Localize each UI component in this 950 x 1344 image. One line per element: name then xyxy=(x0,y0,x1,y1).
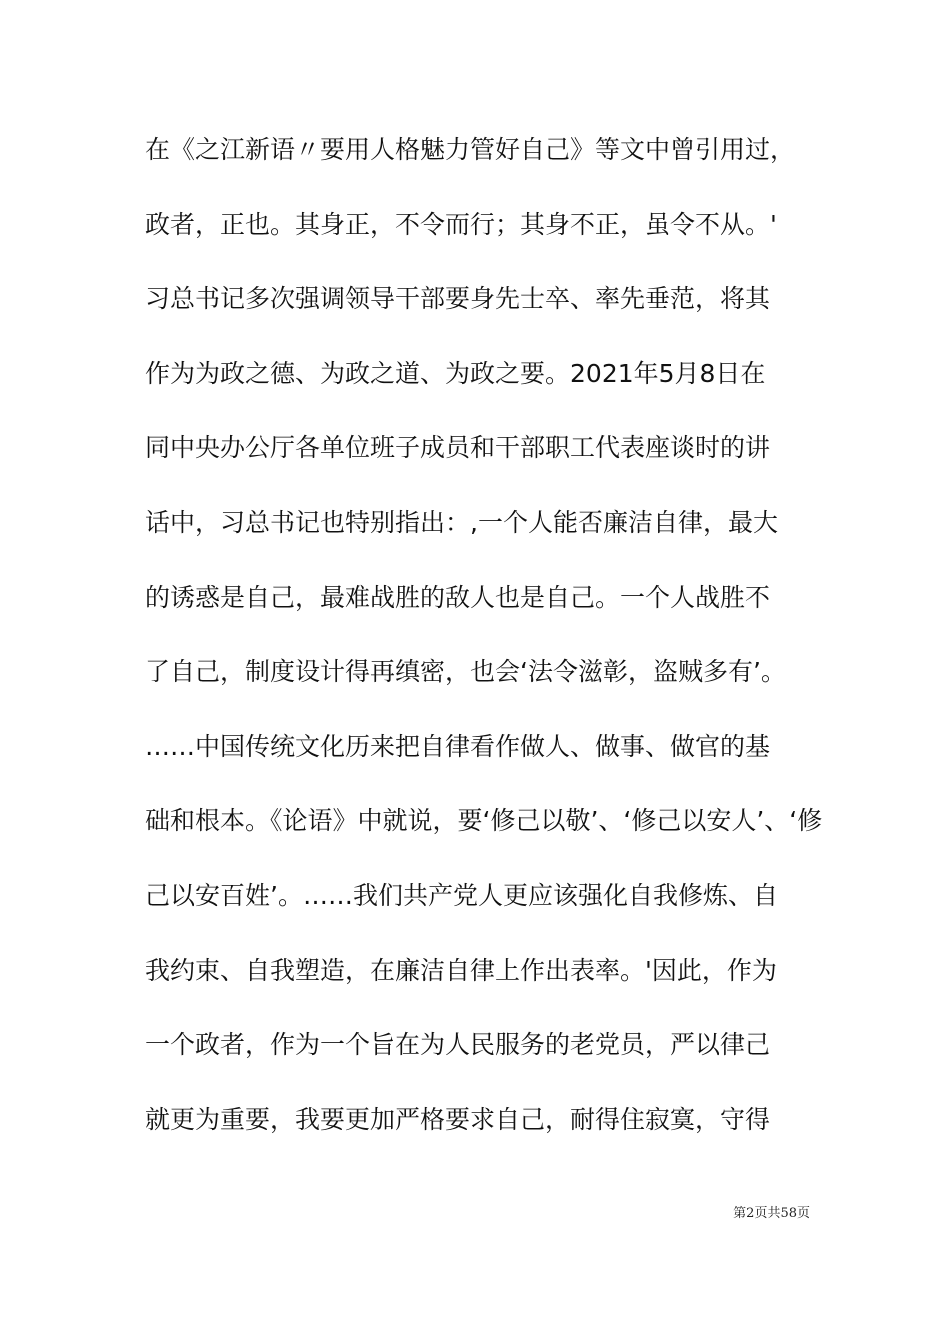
text-line-11: 己以安百姓’。……我们共产党人更应该强化自我修炼、自 xyxy=(145,880,778,910)
text-line-5: 同中央办公厅各单位班子成员和干部职工代表座谈时的讲 xyxy=(145,433,771,463)
page-number-footer: 第2页共58页 xyxy=(733,1206,810,1221)
text-line-1: 在《之江新语〃要用人格魅力管好自己》等文中曾引用过， xyxy=(145,135,796,164)
body-text xyxy=(145,113,825,1157)
text-line-7: 的诱惑是自己，最难战胜的敌人也是自己。一个人战胜不 xyxy=(145,582,771,612)
text-line-4: 作为为政之德、为政之道、为政之要。2021年5月8日在 xyxy=(145,358,766,388)
text-line-13: 一个政者，作为一个旨在为人民服务的老党员，严以律己 xyxy=(145,1030,771,1060)
text-line-10: 础和根本。《论语》中就说，要‘修己以敬’、‘修己以安人’、‘修 xyxy=(145,806,823,836)
text-line-3: 习总书记多次强调领导干部要身先士卒、率先垂范，将其 xyxy=(145,284,771,314)
text-line-9: ……中国传统文化历来把自律看作做人、做事、做官的基 xyxy=(145,731,771,761)
text-line-8: 了自己，制度设计得再缜密，也会‘法令滋彰，盗贼多有’。 xyxy=(145,657,786,687)
text-line-2: 政者，正也。其身正，不令而行；其身不正，虽令不从。' xyxy=(145,209,777,239)
text-line-12: 我约束、自我塑造，在廉洁自律上作出表率。'因此，作为 xyxy=(145,955,777,985)
text-line-6: 话中，习总书记也特别指出：,一个人能否廉洁自律，最大 xyxy=(145,507,778,537)
text-line-14: 就更为重要，我要更加严格要求自己，耐得住寂寞，守得 xyxy=(145,1104,771,1134)
